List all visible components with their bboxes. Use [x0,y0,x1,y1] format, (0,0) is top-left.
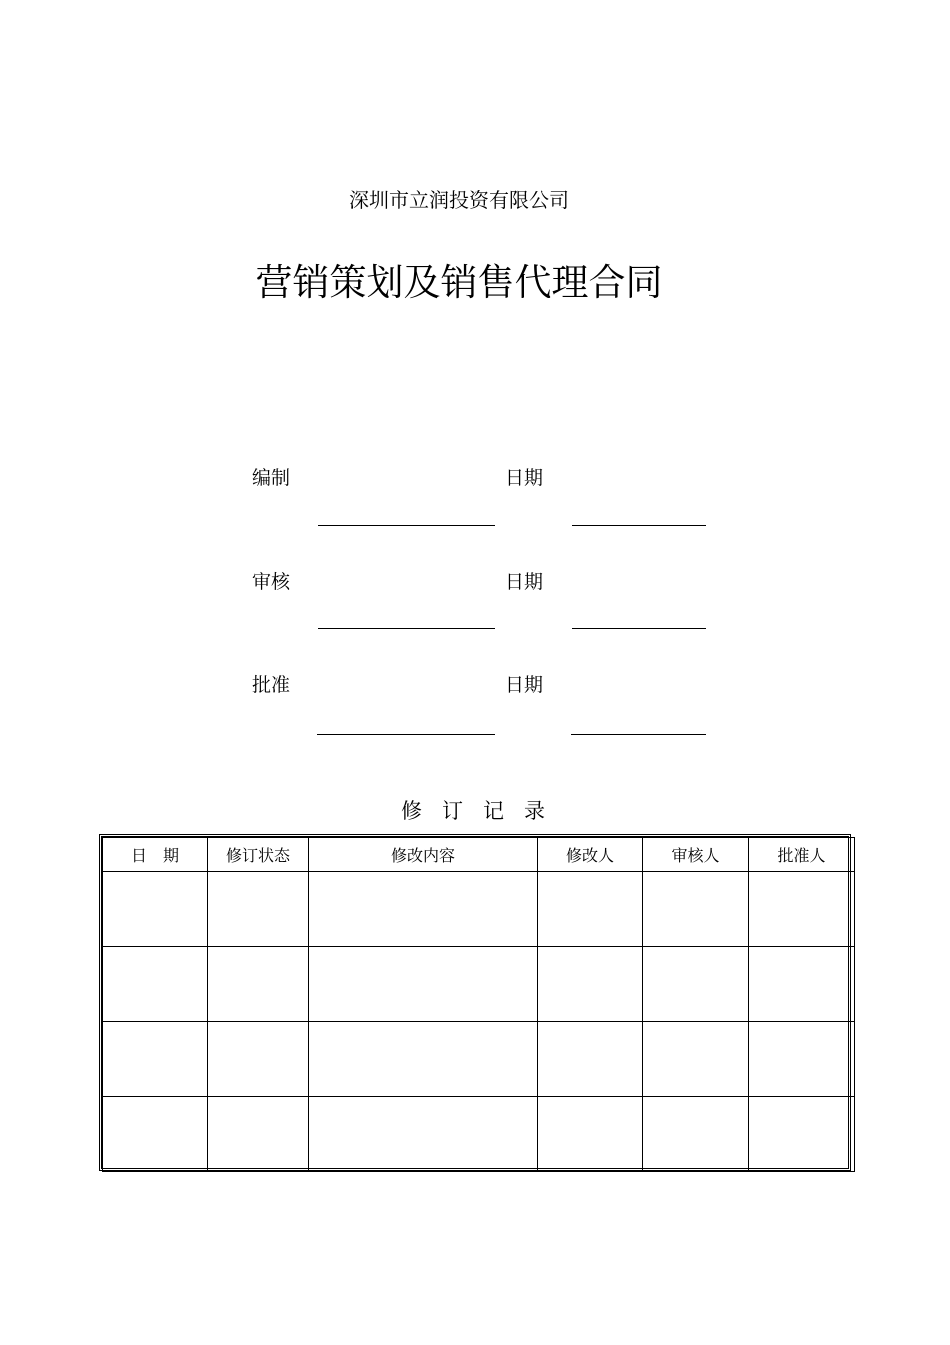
table-cell[interactable] [103,947,208,1022]
table-cell[interactable] [643,947,749,1022]
approved-by-line[interactable] [317,734,495,735]
approved-date-label: 日期 [505,674,544,696]
column-header-status: 修订状态 [208,838,309,872]
table-cell[interactable] [749,947,855,1022]
reviewed-by-label: 审核 [252,571,291,593]
column-header-content: 修改内容 [309,838,538,872]
table-cell[interactable] [749,872,855,947]
table-cell[interactable] [538,1022,643,1097]
table-cell[interactable] [643,1022,749,1097]
table-cell[interactable] [103,872,208,947]
table-cell[interactable] [538,947,643,1022]
table-cell[interactable] [538,872,643,947]
table-cell[interactable] [538,1097,643,1172]
table-cell[interactable] [208,947,309,1022]
compiled-date-label: 日期 [505,467,544,489]
table-cell[interactable] [643,1097,749,1172]
table-cell[interactable] [208,1097,309,1172]
column-header-date: 日 期 [103,838,208,872]
table-cell[interactable] [749,1097,855,1172]
revision-record-title: 修订记录 [401,799,565,823]
approved-by-label: 批准 [252,674,291,696]
table-cell[interactable] [309,872,538,947]
compiled-date-line[interactable] [572,525,706,526]
approved-date-line[interactable] [571,734,706,735]
table-row [103,1022,855,1097]
table-header-row [103,838,855,872]
table-cell[interactable] [309,1097,538,1172]
reviewed-by-line[interactable] [318,628,495,629]
column-header-reviewer: 审核人 [643,838,749,872]
revision-table [99,834,851,1171]
compiled-by-label: 编制 [252,467,291,489]
company-name: 深圳市立润投资有限公司 [349,188,569,212]
column-header-modifier: 修改人 [538,838,643,872]
table-cell[interactable] [643,872,749,947]
table-row [103,872,855,947]
table-cell[interactable] [208,1022,309,1097]
table-cell[interactable] [103,1097,208,1172]
table-cell[interactable] [749,1022,855,1097]
table-cell[interactable] [309,1022,538,1097]
table-row [103,947,855,1022]
table-cell[interactable] [208,872,309,947]
compiled-by-line[interactable] [318,525,495,526]
column-header-approver: 批准人 [749,838,855,872]
document-title: 营销策划及销售代理合同 [255,261,663,304]
reviewed-date-line[interactable] [572,628,706,629]
table-row [103,1097,855,1172]
reviewed-date-label: 日期 [505,571,544,593]
table-cell[interactable] [103,1022,208,1097]
table-cell[interactable] [309,947,538,1022]
